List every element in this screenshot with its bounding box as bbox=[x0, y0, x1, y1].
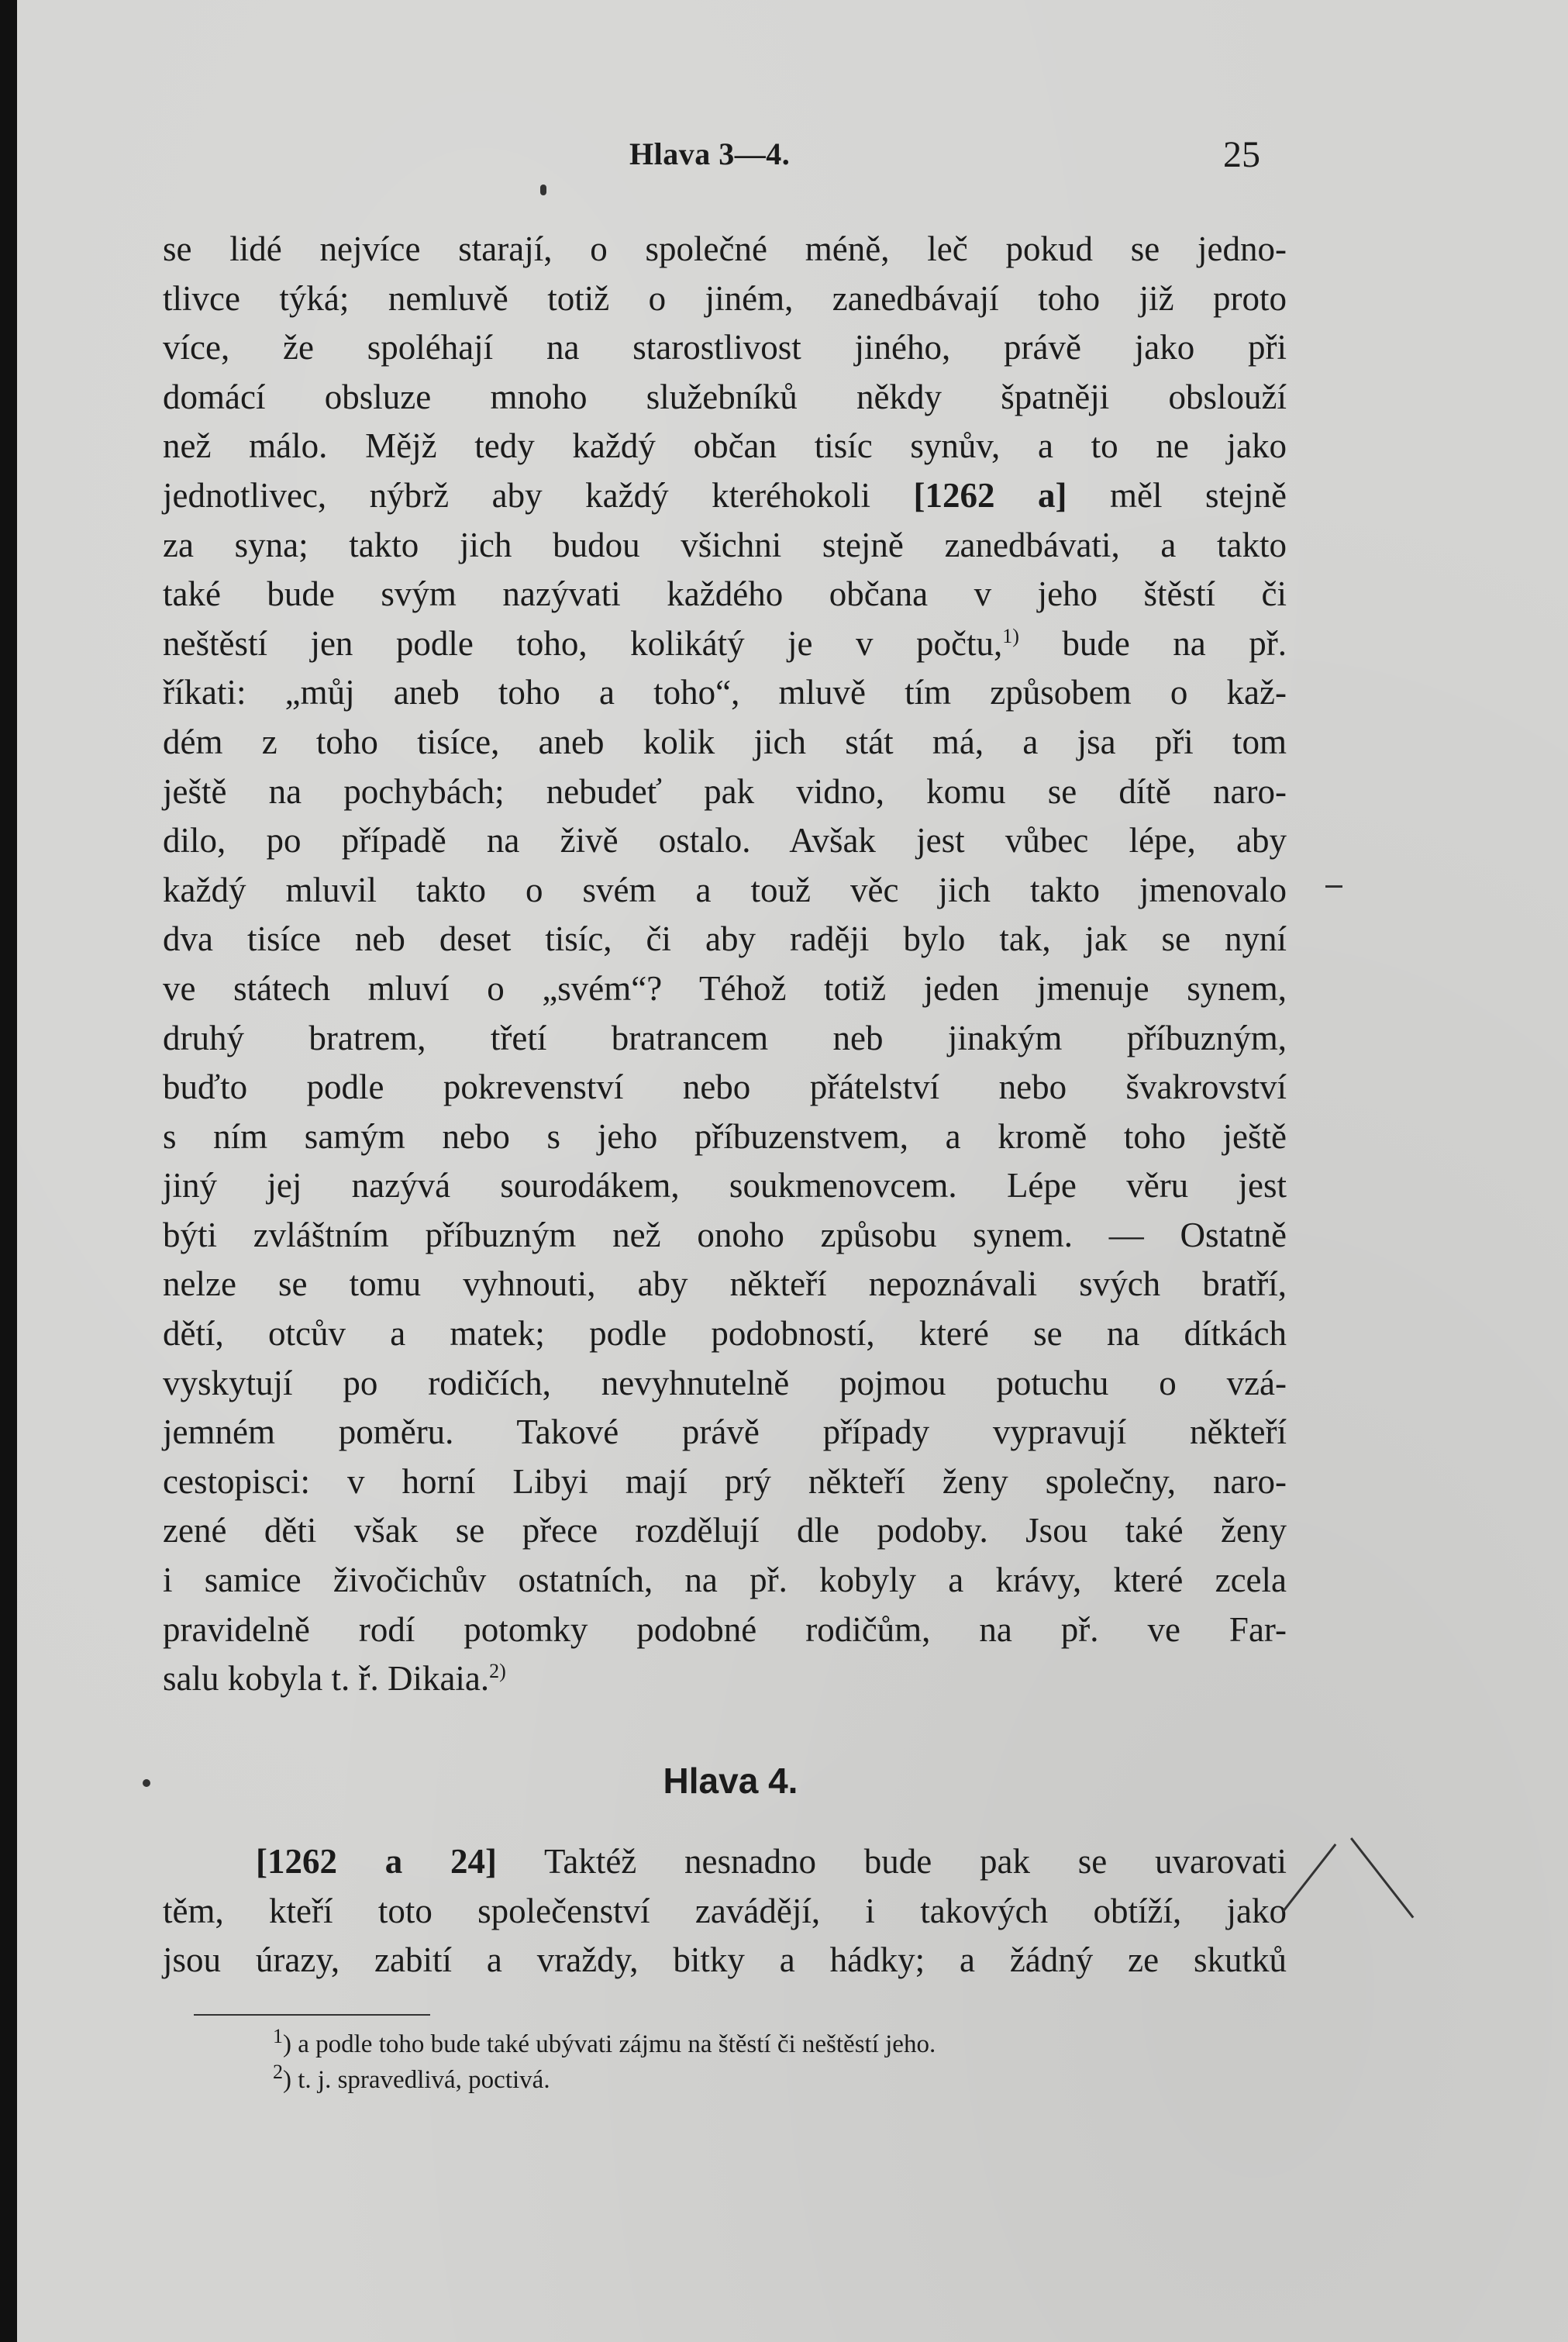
text-line-29: pravidelně rodí potomky podobné rodičům, na př. ve Far- bbox=[163, 1609, 1287, 1649]
text-line-12: ještě na pochybách; nebudeť pak vidno, komu se dítě naro- bbox=[163, 771, 1287, 811]
footnote-1-text: ) a podle toho bude také ubývati zájmu na štěstí či neštěstí jeho. bbox=[283, 2030, 936, 2058]
scan-speck bbox=[540, 185, 546, 195]
footnote-rule bbox=[194, 2014, 430, 2016]
bekker-reference-1262a24: [1262 a 24] bbox=[256, 1842, 498, 1881]
text-line-26: cestopisci: v horní Libyi mají prý někteří ženy společny, naro- bbox=[163, 1461, 1287, 1501]
text-line-6-end: měl stejně bbox=[1110, 475, 1287, 515]
text-line-2: tlivce týká; nemluvě totiž o jiném, zanedbávají toho již proto bbox=[163, 278, 1287, 318]
text-line-8: také bude svým nazývati každého občana v jeho štěstí či bbox=[163, 574, 1287, 614]
text-line-14: každý mluvil takto o svém a touž věc jich takto jmenovalo bbox=[163, 870, 1287, 909]
text-line-22: nelze se tomu vyhnouti, aby někteří nepoznávali svých bratří, bbox=[163, 1264, 1287, 1304]
text-line-15: dva tisíce neb deset tisíc, či aby raději bylo tak, jak se nyní bbox=[163, 919, 1287, 959]
text-line-18: buďto podle pokrevenství nebo přátelství nebo švakrovství bbox=[163, 1068, 1287, 1107]
text-line-30 bbox=[163, 1654, 1287, 1704]
text-line-30-text: salu kobyla t. ř. Dikaia. bbox=[163, 1659, 490, 1699]
footnote-2-text: ) t. j. spravedlivá, poctivá. bbox=[283, 2066, 550, 2094]
chapter-3-text bbox=[163, 225, 1287, 1704]
footnote-2-mark: 2 bbox=[273, 2061, 283, 2083]
text-line-5: než málo. Mějž tedy každý občan tisíc synův, a to ne jako bbox=[163, 426, 1287, 466]
text-line-19: s ním samým nebo s jeho příbuzenstvem, a kromě toho ještě bbox=[163, 1116, 1287, 1156]
footnote-ref-1: 1) bbox=[1002, 624, 1019, 647]
footnote-1 bbox=[273, 2026, 1296, 2062]
text-line-27: zené děti však se přece rozdělují dle podoby. Jsou také ženy bbox=[163, 1511, 1287, 1550]
running-head: Hlava 3—4. bbox=[629, 136, 791, 171]
bekker-reference-1262a: [1262 a] bbox=[913, 475, 1067, 515]
scan-left-edge bbox=[0, 0, 17, 2342]
footnote-1-mark: 1 bbox=[273, 2025, 283, 2047]
margin-mark bbox=[1350, 1837, 1414, 1918]
text-line-28: i samice živočichův ostatních, na př. kobyly a krávy, které zcela bbox=[163, 1561, 1287, 1600]
chapter-4-heading: Hlava 4. bbox=[663, 1761, 798, 1801]
text-line-4: domácí obsluze mnoho služebníků někdy špatněji obslouží bbox=[163, 377, 1287, 416]
text-line-16: ve státech mluví o „svém“? Téhož totiž jeden jmenuje synem, bbox=[163, 968, 1287, 1008]
scan-speck bbox=[143, 1779, 150, 1787]
footnotes bbox=[273, 2026, 1296, 2098]
text-line-1: se lidé nejvíce starají, o společné méně, leč pokud se jedno- bbox=[163, 229, 1287, 268]
text-line-10: říkati: „můj aneb toho a toho“, mluvě tím způsobem o kaž- bbox=[163, 673, 1287, 712]
footnote-ref-2: 2) bbox=[489, 1660, 506, 1683]
text-line-7: za syna; takto jich budou všichni stejně zanedbávati, a takto bbox=[163, 525, 1287, 564]
text-line-6-start: jednotlivec, nýbrž aby každý kteréhokoli bbox=[163, 475, 871, 515]
book-page bbox=[17, 0, 1568, 2342]
text-line-20: jiný jej nazývá sourodákem, soukmenovcem. Lépe věru jest bbox=[163, 1166, 1287, 1205]
text-line-9 bbox=[163, 619, 1287, 669]
ch4-line-2: těm, kteří toto společenství zavádějí, i takových obtíží, jako bbox=[163, 1891, 1287, 1930]
ch4-line-1-text: Taktéž nesnadno bude pak se uvarovati bbox=[544, 1842, 1287, 1881]
margin-mark bbox=[1282, 1844, 1336, 1913]
text-line-9-start: neštěstí jen podle toho, kolikátý je v počtu, bbox=[163, 623, 1003, 663]
text-line-25: jemném poměru. Takové právě případy vypravují někteří bbox=[163, 1412, 1287, 1452]
text-line-24: vyskytují po rodičích, nevyhnutelně pojmou potuchu o vzá- bbox=[163, 1363, 1287, 1402]
text-line-23: dětí, otcův a matek; podle podobností, které se na dítkách bbox=[163, 1314, 1287, 1354]
margin-mark bbox=[1325, 885, 1342, 888]
text-line-3: více, že spoléhají na starostlivost jiného, právě jako při bbox=[163, 328, 1287, 367]
ch4-line-1 bbox=[163, 1837, 1287, 1887]
text-line-21: býti zvláštním příbuzným než onoho způsobu synem. — Ostatně bbox=[163, 1215, 1287, 1254]
text-line-6 bbox=[163, 471, 1287, 521]
text-line-9-end: bude na př. bbox=[1062, 623, 1287, 663]
text-line-11: dém z toho tisíce, aneb kolik jich stát má, a jsa při tom bbox=[163, 722, 1287, 761]
page-number: 25 bbox=[1223, 134, 1260, 175]
text-line-13: dilo, po případě na živě ostalo. Avšak jest vůbec lépe, aby bbox=[163, 821, 1287, 861]
ch4-line-3: jsou úrazy, zabití a vraždy, bitky a hádky; a žádný ze skutků bbox=[163, 1940, 1287, 1980]
footnote-2 bbox=[273, 2062, 1296, 2098]
chapter-4-text bbox=[163, 1837, 1287, 1985]
text-line-17: druhý bratrem, třetí bratrancem neb jinakým příbuzným, bbox=[163, 1018, 1287, 1057]
